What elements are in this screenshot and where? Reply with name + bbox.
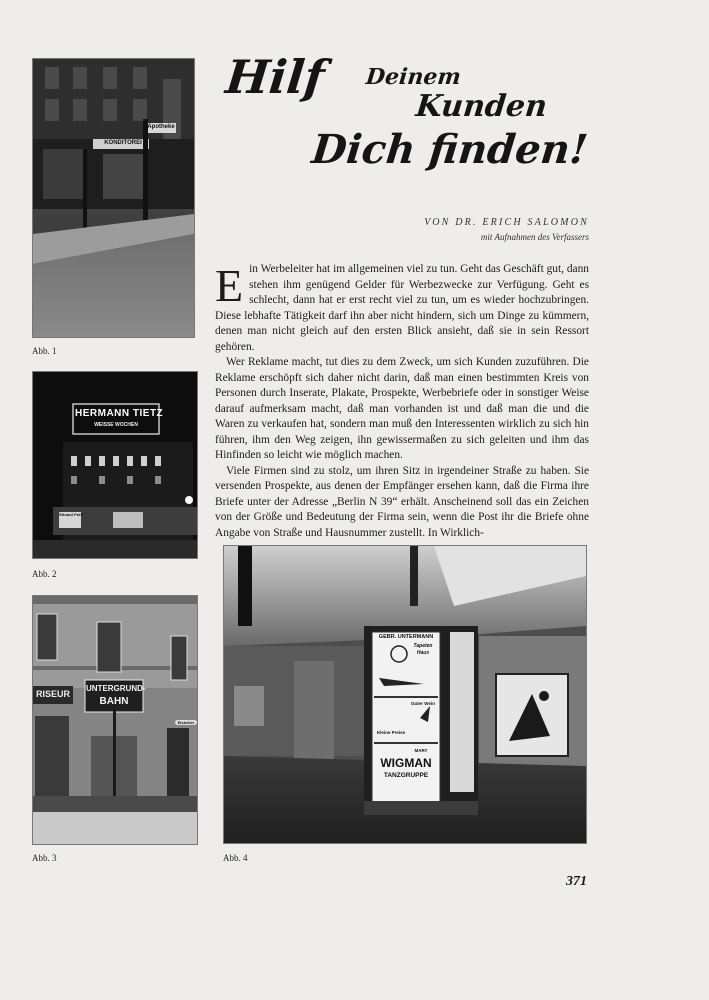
figure-4-poster-brand: GEBR. UNTERMANN (378, 634, 434, 640)
figure-1-caption: Abb. 1 (32, 346, 57, 356)
figure-4-photo (223, 545, 587, 844)
title-word-hilf: Hilf (223, 50, 328, 104)
figure-4-poster-dance-group: TANZGRUPPE (383, 772, 429, 779)
figure-4-poster-prices: Kleine Preise (376, 730, 406, 735)
figure-4-poster-mary: MARY (414, 748, 428, 753)
figure-4-poster-haus: Haus (416, 650, 430, 656)
figure-1-sign-pharmacy: Apotheke (147, 124, 175, 130)
figure-2-night-scene (33, 372, 197, 558)
photo-credit: mit Aufnahmen des Verfassers (480, 232, 589, 242)
drop-cap: E (215, 260, 244, 311)
figure-4-poster-wine: Guter Wein (411, 701, 435, 706)
title-word-dich-finden: Dich finden! (309, 126, 590, 173)
figure-3-barber-sign: RISEUR (35, 689, 70, 699)
figure-1-photo (32, 58, 195, 338)
figure-4-station-scene (224, 546, 586, 843)
figure-2-caption: Abb. 2 (32, 569, 57, 579)
figure-3-ubahn-sign-line2: BAHN (99, 696, 129, 707)
author-byline: VON DR. ERICH SALOMON (424, 217, 589, 228)
figure-3-eiskeller-sign: Eiskeller (175, 720, 197, 725)
figure-1-sign-shop: KONDITOREI (104, 140, 142, 146)
page-number: 371 (566, 874, 587, 889)
figure-4-caption: Abb. 4 (223, 853, 248, 863)
article-body (215, 262, 589, 541)
figure-1-street-scene (33, 59, 194, 337)
title-word-deinem: Deinem (364, 64, 463, 90)
article-paragraph: Viele Firmen sind zu stolz, um ihren Sitz in irgendeiner Straße zu haben. Sie versenden Prospekte, aus denen der Empfänger ersehen kann, daß die Firma ihre Briefe unter der Adresse „Berlin N 39“ erhält. Anscheinend soll das ein Zeichen von der Größe und Bedeutung der Firma sein, wenn die Post ihr die Briefe ohne Angabe von Straße und Hausnummer zustellt. In Wirklich- (215, 464, 589, 539)
figure-4-poster-wigman: WIGMAN (380, 756, 432, 770)
figure-3-ubahn-sign-line1: UNTERGRUND- (86, 684, 146, 693)
title-word-kunden: Kunden (414, 89, 549, 124)
figure-2-photo (32, 371, 198, 559)
figure-3-photo (32, 595, 198, 845)
figure-3-street-scene (33, 596, 197, 844)
figure-2-neon-subtitle: WEISSE WOCHEN (94, 422, 138, 428)
article-paragraph: Ein Werbeleiter hat im allgemeinen viel zu tun. Geht das Geschäft gut, dann stehen ihm genügend Gelder für Werbezwecke zur Verfügung. Geht es schlecht, dann hat er erst recht viel zu tun, um es wieder hochzubringen. Diese lebhafte Tätigkeit darf ihn aber nicht hindern, sich um Dinge zu kümmern, denen man nicht gleich auf den ersten Blick ansieht, daß sie in sein Ressort gehören. (215, 260, 589, 353)
figure-2-neon-sign: HERMANN TIETZ (75, 408, 164, 419)
article-paragraph: Wer Reklame macht, tut dies zu dem Zweck, um sich Kunden zuzuführen. Die Reklame erschöpft sich daher nicht darin, daß man einen bestimmten Kreis von Personen durch Inserate, Plakate, Prospekte, Werbebriefe oder in sonstiger Weise darauf aufmerksam macht, daß man vorhanden ist und daß man die und die Waren zu verkaufen hat, sondern man muß den Interessenten wirklich zu sich hin führen, ihm den Weg zeigen, ihn gewissermaßen zu sich geleiten und ihm das Hinfinden so leicht wie möglich machen. (215, 356, 589, 461)
figure-2-shop-sign: Eduard Pohl (59, 512, 83, 517)
figure-4-poster-tapeten: Tapeten (413, 643, 433, 649)
figure-3-caption: Abb. 3 (32, 853, 57, 863)
